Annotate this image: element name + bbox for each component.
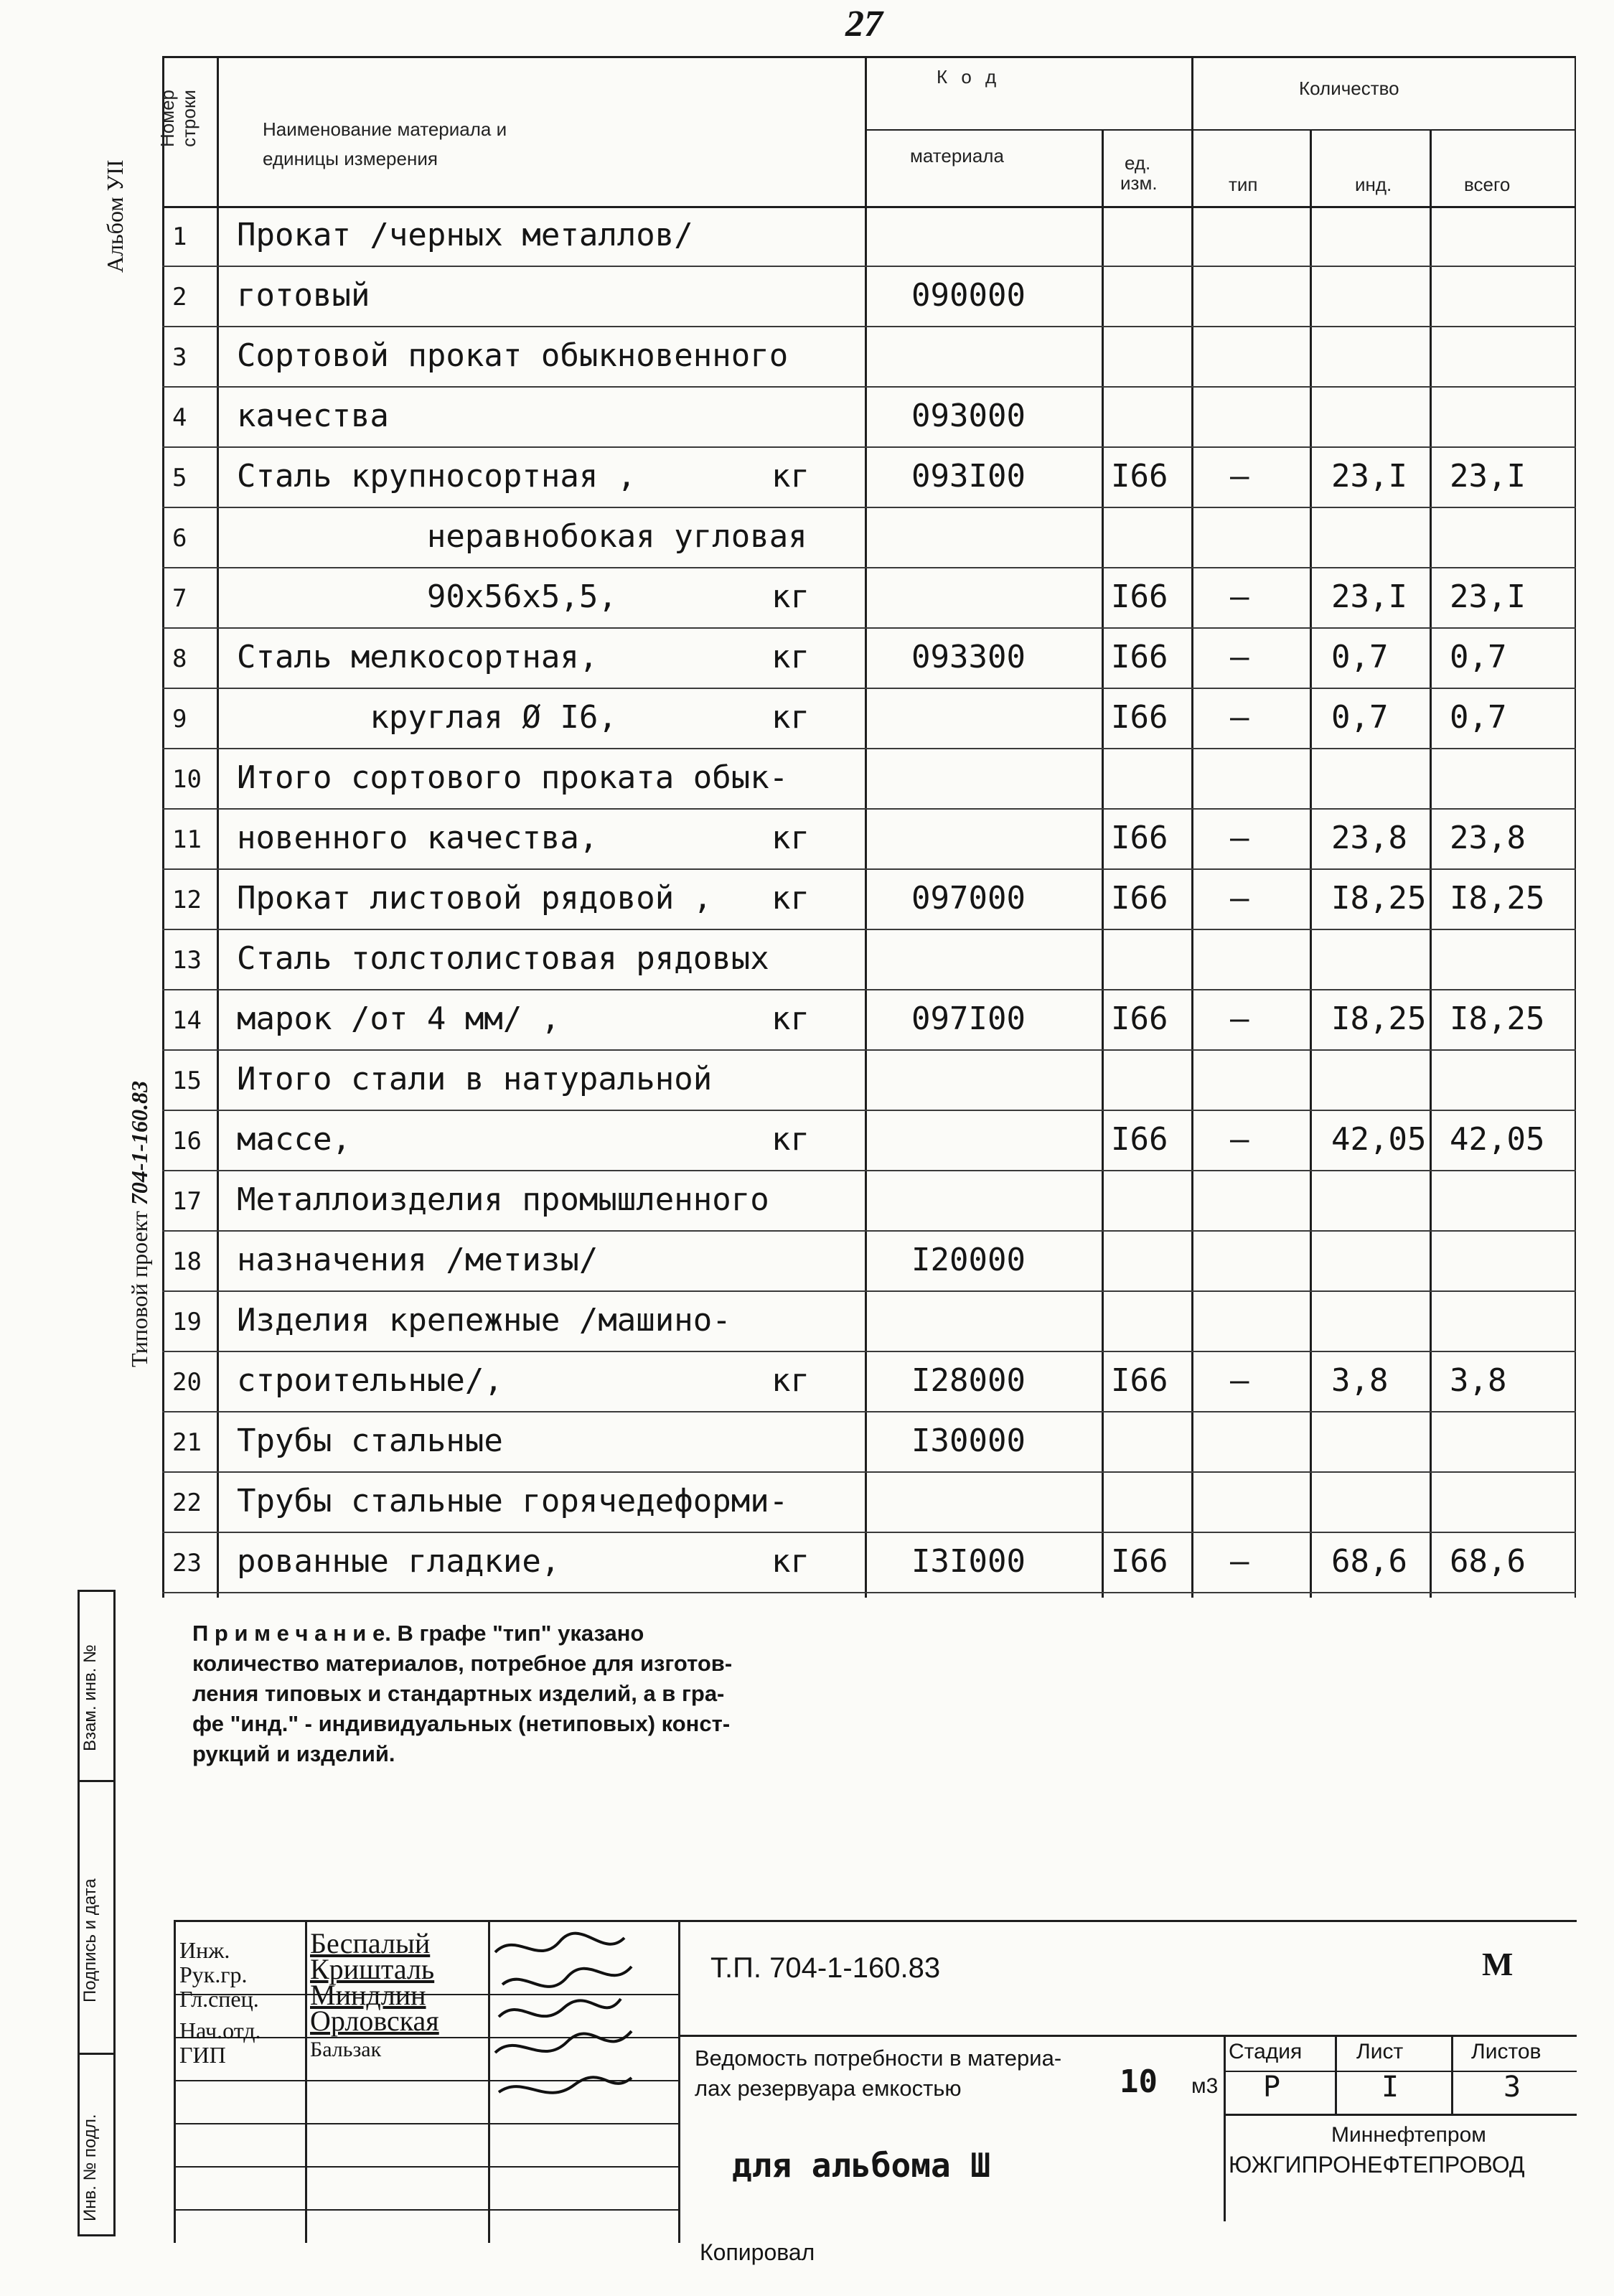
row-unit: кг bbox=[771, 639, 810, 675]
row-name: Прокат листовой рядовой , bbox=[237, 880, 713, 917]
stamp-sheets-label: Листов bbox=[1471, 2040, 1542, 2063]
note-line: П р и м е ч а н и е. В графе "тип" указано bbox=[192, 1621, 644, 1646]
row-unit: кг bbox=[771, 1001, 810, 1037]
stamp-title-line1: Ведомость потребности в материа- bbox=[695, 2046, 1062, 2071]
row-type: – bbox=[1230, 699, 1249, 736]
header-material: материала bbox=[910, 145, 1004, 167]
note bbox=[192, 1618, 732, 1769]
row-n: 23 bbox=[172, 1549, 202, 1578]
row-divider bbox=[162, 748, 1576, 749]
stamp-role: Нач.отд. bbox=[179, 2018, 261, 2043]
row-type: – bbox=[1230, 639, 1249, 675]
row-n: 6 bbox=[172, 524, 187, 553]
stamp-role: Гл.спец. bbox=[179, 1986, 259, 2012]
row-name: марок /от 4 мм/ , bbox=[237, 1001, 560, 1037]
header-type: тип bbox=[1229, 174, 1258, 195]
row-total: 23,I bbox=[1450, 458, 1526, 495]
stamp-doc-code: Т.П. 704-1-160.83 bbox=[710, 1952, 941, 1984]
row-ed: I66 bbox=[1111, 639, 1168, 675]
row-name: Изделия крепежные /машино- bbox=[237, 1302, 731, 1339]
row-total: 3,8 bbox=[1450, 1362, 1507, 1399]
row-name: новенного качества, bbox=[237, 820, 599, 856]
row-divider bbox=[162, 1230, 1576, 1232]
row-divider bbox=[162, 1471, 1576, 1473]
project-label-text: Типовой проект bbox=[126, 1205, 152, 1367]
row-name: Сталь крупносортная , bbox=[237, 458, 637, 495]
row-type: – bbox=[1230, 820, 1249, 856]
header-row-number: Номер строки bbox=[156, 89, 200, 148]
header-quantity: Количество bbox=[1299, 78, 1399, 99]
album-label: Альбом УII bbox=[102, 159, 128, 273]
row-unit: кг bbox=[771, 1362, 810, 1399]
row-unit: кг bbox=[771, 880, 810, 917]
row-ed: I66 bbox=[1111, 578, 1168, 615]
stamp-volume-unit: м3 bbox=[1191, 2074, 1219, 2098]
page-number: 27 bbox=[845, 4, 883, 44]
row-n: 9 bbox=[172, 705, 187, 734]
row-divider bbox=[162, 929, 1576, 930]
row-unit: кг bbox=[771, 820, 810, 856]
row-total: 42,05 bbox=[1450, 1121, 1545, 1158]
stamp-name: Кришталь bbox=[310, 1953, 435, 1985]
row-n: 18 bbox=[172, 1247, 202, 1276]
row-code: I28000 bbox=[911, 1362, 1026, 1399]
row-n: 3 bbox=[172, 343, 187, 372]
header-unit-line1: ед. bbox=[1125, 152, 1151, 174]
row-divider bbox=[162, 989, 1576, 990]
row-ind: I8,25 bbox=[1331, 1001, 1427, 1037]
stamp-sheet-label: Лист bbox=[1356, 2040, 1404, 2063]
row-divider bbox=[162, 1592, 1576, 1593]
row-total: I8,25 bbox=[1450, 880, 1545, 917]
row-unit: кг bbox=[771, 458, 810, 495]
row-ind: 42,05 bbox=[1331, 1121, 1427, 1158]
row-n: 1 bbox=[172, 222, 187, 251]
row-name: строительные/, bbox=[237, 1362, 503, 1399]
row-divider bbox=[162, 446, 1576, 448]
stamp-role: ГИП bbox=[179, 2042, 226, 2068]
row-ind: 23,I bbox=[1331, 458, 1407, 495]
row-code: 093000 bbox=[911, 398, 1026, 434]
row-name: Прокат /черных металлов/ bbox=[237, 217, 693, 253]
row-code: I3I000 bbox=[911, 1543, 1026, 1580]
row-type: – bbox=[1230, 1121, 1249, 1158]
stamp-role: Рук.гр. bbox=[179, 1962, 248, 1987]
row-ed: I66 bbox=[1111, 458, 1168, 495]
row-name: качества bbox=[237, 398, 389, 434]
row-divider bbox=[162, 266, 1576, 267]
row-code: 097000 bbox=[911, 880, 1026, 917]
note-line: фе "инд." - индивидуальных (нетиповых) конст- bbox=[192, 1711, 731, 1736]
row-n: 5 bbox=[172, 464, 187, 492]
header-individual: инд. bbox=[1355, 174, 1392, 195]
row-code: 097I00 bbox=[911, 1001, 1026, 1037]
stamp-mark: М bbox=[1482, 1946, 1514, 1982]
row-n: 2 bbox=[172, 283, 187, 311]
stamp-volume: 10 bbox=[1120, 2063, 1158, 2100]
row-name: рованные гладкие, bbox=[237, 1543, 560, 1580]
row-divider bbox=[162, 507, 1576, 508]
row-name: Сортовой прокат обыкновенного bbox=[237, 337, 789, 374]
row-n: 21 bbox=[172, 1428, 202, 1457]
signatures-drawing bbox=[488, 1924, 678, 2211]
row-n: 15 bbox=[172, 1067, 202, 1095]
row-n: 16 bbox=[172, 1127, 202, 1156]
row-unit: кг bbox=[771, 699, 810, 736]
row-divider bbox=[162, 1532, 1576, 1533]
row-n: 22 bbox=[172, 1489, 202, 1517]
header-total: всего bbox=[1464, 174, 1511, 195]
stamp-roles bbox=[179, 1938, 261, 2067]
row-ed: I66 bbox=[1111, 1121, 1168, 1158]
stamp-name: Миндлин bbox=[310, 1979, 426, 2011]
row-divider bbox=[162, 326, 1576, 327]
row-code: 093I00 bbox=[911, 458, 1026, 495]
row-name: Трубы стальные горячедеформи- bbox=[237, 1483, 789, 1519]
row-ed: I66 bbox=[1111, 1001, 1168, 1037]
row-n: 17 bbox=[172, 1187, 202, 1216]
row-ind: 3,8 bbox=[1331, 1362, 1389, 1399]
row-divider bbox=[162, 868, 1576, 870]
row-ind: 68,6 bbox=[1331, 1543, 1407, 1580]
header-unit-line2: изм. bbox=[1120, 172, 1158, 194]
stamp-role: Инж. bbox=[179, 1937, 230, 1963]
note-line: рукций и изделий. bbox=[192, 1741, 395, 1766]
row-ind: 23,I bbox=[1331, 578, 1407, 615]
row-n: 8 bbox=[172, 645, 187, 673]
project-code: 704-1-160.83 bbox=[126, 1080, 152, 1206]
stamp-org-line2: ЮЖГИПРОНЕФТЕПРОВОД bbox=[1229, 2152, 1525, 2178]
row-name: круглая Ø I6, bbox=[237, 699, 617, 736]
row-total: 23,8 bbox=[1450, 820, 1526, 856]
stamp-stage-label: Стадия bbox=[1229, 2040, 1303, 2063]
row-total: I8,25 bbox=[1450, 1001, 1545, 1037]
row-name: неравнобокая угловая bbox=[237, 518, 807, 555]
note-line: ления типовых и стандартных изделий, а в гра- bbox=[192, 1681, 725, 1706]
header-name-line2: единицы измерения bbox=[263, 148, 438, 169]
row-name: назначения /метизы/ bbox=[237, 1242, 599, 1278]
row-n: 13 bbox=[172, 946, 202, 975]
row-ed: I66 bbox=[1111, 820, 1168, 856]
row-name: Сталь толстолистовая рядовых bbox=[237, 940, 769, 977]
row-divider bbox=[162, 567, 1576, 568]
row-name: Трубы стальные bbox=[237, 1423, 503, 1459]
row-unit: кг bbox=[771, 578, 810, 615]
row-divider bbox=[162, 1290, 1576, 1292]
row-divider bbox=[162, 1049, 1576, 1051]
left-strip-signature-date: Подпись и дата bbox=[80, 1878, 100, 2002]
row-n: 19 bbox=[172, 1308, 202, 1336]
row-n: 11 bbox=[172, 825, 202, 854]
row-ed: I66 bbox=[1111, 699, 1168, 736]
stamp-name: Беспалый bbox=[310, 1927, 431, 1959]
stamp-sheet: I bbox=[1381, 2071, 1399, 2104]
row-code: 093300 bbox=[911, 639, 1026, 675]
row-ind: 0,7 bbox=[1331, 699, 1389, 736]
row-type: – bbox=[1230, 1543, 1249, 1580]
row-n: 20 bbox=[172, 1368, 202, 1397]
row-ind: I8,25 bbox=[1331, 880, 1427, 917]
row-n: 7 bbox=[172, 584, 187, 613]
row-n: 4 bbox=[172, 403, 187, 432]
row-divider bbox=[162, 627, 1576, 629]
row-ed: I66 bbox=[1111, 1543, 1168, 1580]
stamp-title-line2: лах резервуара емкостью bbox=[695, 2076, 962, 2101]
row-name: Металлоизделия промышленного bbox=[237, 1181, 769, 1218]
row-total: 23,I bbox=[1450, 578, 1526, 615]
row-unit: кг bbox=[771, 1543, 810, 1580]
footer-copied: Копировал bbox=[700, 2239, 815, 2265]
row-ed: I66 bbox=[1111, 880, 1168, 917]
row-divider bbox=[162, 1411, 1576, 1412]
header-code: К о д bbox=[937, 66, 1001, 88]
left-strip-original-inv: Инв. № подл. bbox=[80, 2114, 100, 2221]
row-name: Сталь мелкосортная, bbox=[237, 639, 599, 675]
stamp-name: Орловская bbox=[310, 2005, 439, 2037]
row-ind: 0,7 bbox=[1331, 639, 1389, 675]
stamp-stage: Р bbox=[1263, 2071, 1281, 2104]
header-name-line1: Наименование материала и bbox=[263, 118, 507, 140]
row-type: – bbox=[1230, 578, 1249, 615]
row-n: 10 bbox=[172, 765, 202, 794]
note-line: количество материалов, потребное для изготов- bbox=[192, 1651, 733, 1676]
row-divider bbox=[162, 1110, 1576, 1111]
row-total: 0,7 bbox=[1450, 639, 1507, 675]
row-type: – bbox=[1230, 458, 1249, 495]
row-name: массе, bbox=[237, 1121, 351, 1158]
row-n: 14 bbox=[172, 1006, 202, 1035]
row-ed: I66 bbox=[1111, 1362, 1168, 1399]
row-name: Итого сортового проката обык- bbox=[237, 759, 789, 796]
row-n: 12 bbox=[172, 886, 202, 914]
row-total: 68,6 bbox=[1450, 1543, 1526, 1580]
row-divider bbox=[162, 386, 1576, 388]
row-divider bbox=[162, 1351, 1576, 1352]
left-strip-replaced-inv: Взам. инв. № bbox=[80, 1644, 100, 1751]
project-label bbox=[126, 1081, 153, 1367]
row-total: 0,7 bbox=[1450, 699, 1507, 736]
row-divider bbox=[162, 1170, 1576, 1171]
row-type: – bbox=[1230, 880, 1249, 917]
stamp-name: Бальзак bbox=[310, 2038, 382, 2061]
row-name: Итого стали в натуральной bbox=[237, 1061, 713, 1097]
row-type: – bbox=[1230, 1362, 1249, 1399]
row-ind: 23,8 bbox=[1331, 820, 1407, 856]
row-code: I20000 bbox=[911, 1242, 1026, 1278]
row-code: I30000 bbox=[911, 1423, 1026, 1459]
row-unit: кг bbox=[771, 1121, 810, 1158]
row-type: – bbox=[1230, 1001, 1249, 1037]
stamp-names bbox=[310, 1927, 439, 2063]
row-divider bbox=[162, 808, 1576, 810]
stamp-org-line1: Миннефтепром bbox=[1331, 2123, 1486, 2147]
row-name: готовый bbox=[237, 277, 370, 314]
row-divider bbox=[162, 688, 1576, 689]
row-name: 90x56x5,5, bbox=[237, 578, 617, 615]
stamp-subtitle: для альбома Ш bbox=[732, 2146, 991, 2185]
stamp-sheets: 3 bbox=[1503, 2071, 1521, 2104]
row-code: 090000 bbox=[911, 277, 1026, 314]
